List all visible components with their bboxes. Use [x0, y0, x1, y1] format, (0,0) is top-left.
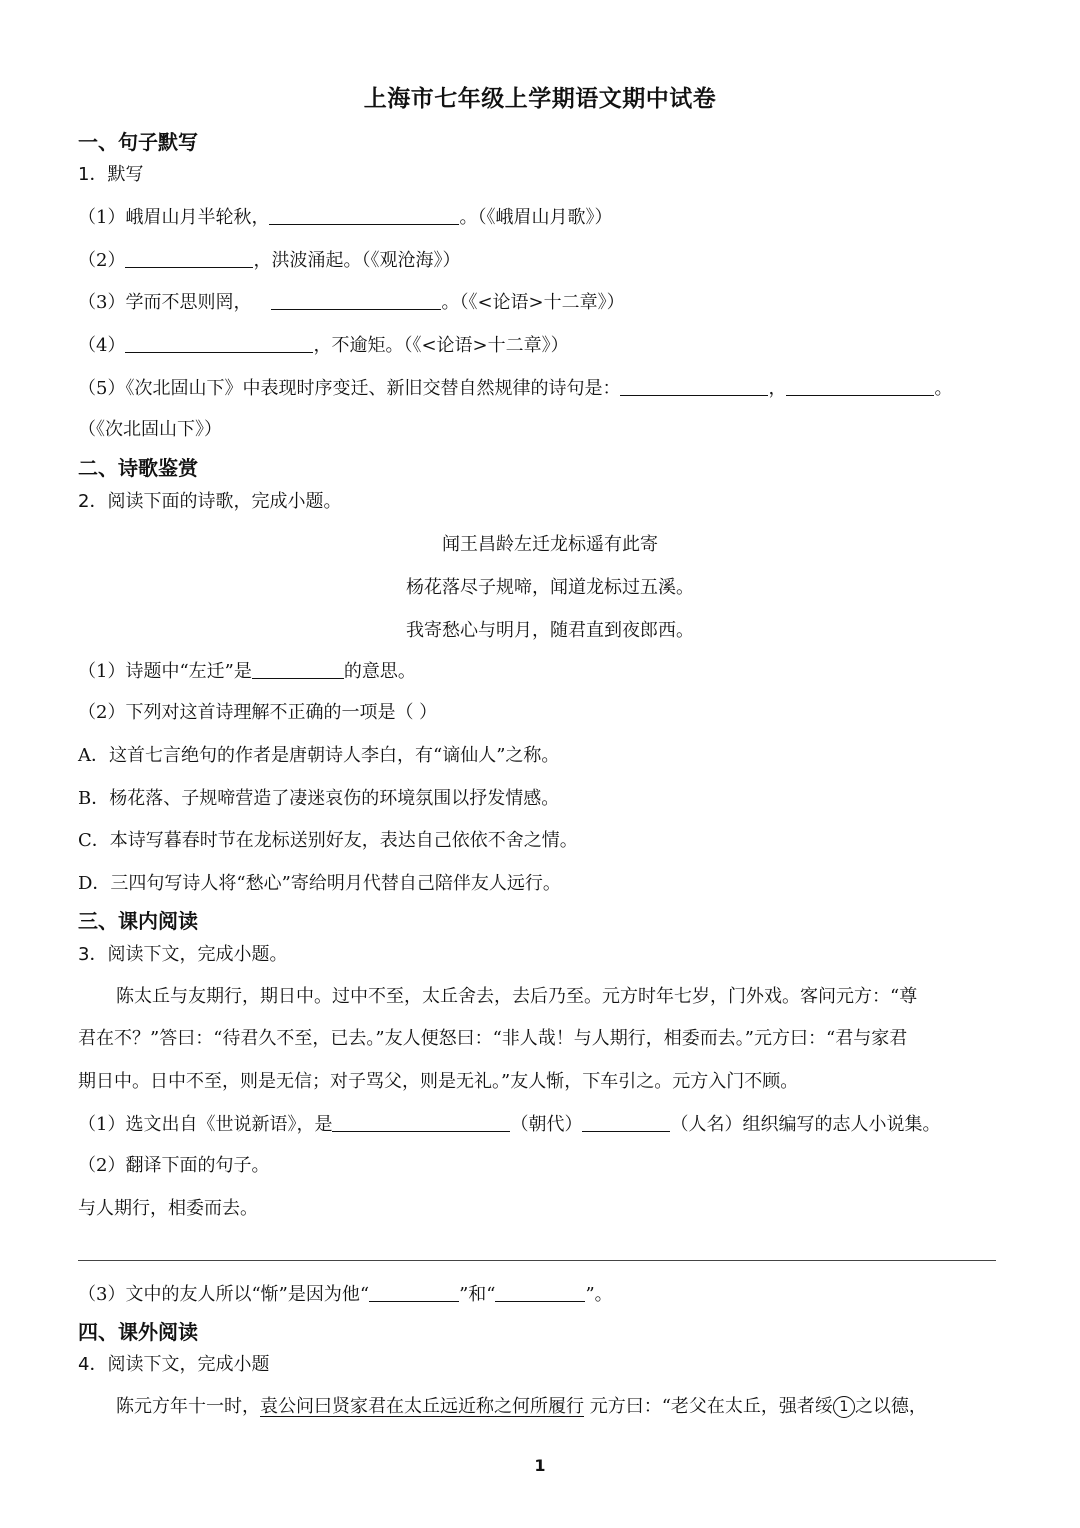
item-text: ”和“: [459, 1284, 496, 1305]
q1-item-2: [78, 247, 460, 274]
q1-item-1: [78, 204, 612, 231]
item-text: 元方曰：“老父在太丘，强者绥: [584, 1396, 833, 1417]
option-a[interactable]: A．这首七言绝句的作者是唐朝诗人李白，有“谪仙人”之称。: [78, 745, 560, 766]
q1-item-3: [78, 289, 625, 316]
passage-line-3: 期日中。日中不至，则是无信；对子骂父，则是无礼。”友人惭，下车引之。元方入门不顾。: [78, 1071, 799, 1092]
passage-line-2: 君在不？”答曰：“待君久不至，已去。”友人便怒曰：“非人哉！与人期行，相委而去。”元方曰：“君与家君: [78, 1028, 908, 1049]
section-heading-3: 三、课内阅读: [78, 909, 198, 933]
item-text: ，不逾矩。（《<论语>十二章》）: [313, 335, 569, 356]
option-d[interactable]: D．三四句写诗人将“愁心”寄给明月代替自己陪伴友人远行。: [78, 873, 561, 894]
item-text: 陈元方年十一时，: [116, 1396, 260, 1417]
item-text: 之以德，: [854, 1396, 927, 1417]
q2-sub-1: [78, 658, 416, 685]
passage-4-line-1: [116, 1394, 927, 1420]
item-text: （朝代）: [510, 1114, 583, 1135]
item-text: ，: [768, 378, 787, 399]
option-b[interactable]: B．杨花落、子规啼营造了凄迷哀伤的环境氛围以抒发情感。: [78, 788, 560, 809]
section-heading-2: 二、诗歌鉴赏: [78, 456, 198, 480]
question-label: 默写: [107, 164, 144, 185]
answer-blank[interactable]: [269, 204, 459, 225]
answer-blank[interactable]: [332, 1111, 510, 1132]
answer-blank[interactable]: [369, 1281, 459, 1302]
answer-blank[interactable]: [786, 375, 934, 396]
underlined-sentence: 袁公问曰贤家君在太丘远近称之何所履行: [260, 1396, 584, 1417]
passage-line-1: 陈太丘与友期行，期日中。过中不至，太丘舍去，去后乃至。元方时年七岁，门外戏。客问元方：“尊: [116, 986, 918, 1007]
section-heading-1: 一、句子默写: [78, 130, 198, 154]
poem-line-2: 我寄愁心与明月，随君直到夜郎西。: [406, 620, 694, 641]
item-text: 。: [934, 378, 953, 399]
page-title: 上海市七年级上学期语文期中试卷: [363, 86, 717, 112]
item-text: ，洪波涌起。（《观沧海》）: [253, 250, 461, 271]
option-c[interactable]: C．本诗写暮春时节在龙标送别好友，表达自己依依不舍之情。: [78, 830, 578, 851]
q3-sub-2: （2）翻译下面的句子。: [78, 1155, 270, 1176]
question-number: 1．: [78, 164, 108, 185]
question-4-heading: [78, 1352, 269, 1378]
question-number: 3．: [78, 944, 108, 965]
item-text: （5）《次北固山下》中表现时序变迁、新旧交替自然规律的诗句是：: [78, 378, 621, 399]
footnote-marker: 1: [833, 1396, 855, 1418]
item-text: （1）诗题中“左迁”是: [78, 661, 252, 682]
answer-blank[interactable]: [252, 658, 344, 679]
page-number: 1: [534, 1456, 546, 1475]
item-text: （1）选文出自《世说新语》，是: [78, 1114, 333, 1135]
question-label: 阅读下面的诗歌，完成小题。: [107, 491, 342, 512]
item-text: （1）峨眉山月半轮秋，: [78, 207, 270, 228]
item-text: （4）: [78, 335, 126, 356]
item-text: （人名）组织编写的志人小说集。: [670, 1114, 941, 1135]
item-text: 。（《<论语>十二章》）: [441, 292, 625, 313]
poem-title: 闻王昌龄左迁龙标遥有此寄: [442, 534, 658, 555]
q3-sub-3: [78, 1281, 613, 1308]
poem-line-1: 杨花落尽子规啼，闻道龙标过五溪。: [406, 577, 694, 598]
question-number: 4．: [78, 1354, 108, 1375]
q1-item-4: [78, 332, 569, 359]
item-text: （3）文中的友人所以“惭”是因为他“: [78, 1284, 370, 1305]
question-1-heading: [78, 162, 143, 188]
answer-blank[interactable]: [271, 289, 441, 310]
item-text: （3）学而不思则罔，: [78, 292, 252, 313]
question-label: 阅读下文，完成小题: [107, 1354, 270, 1375]
question-label: 阅读下文，完成小题。: [107, 944, 288, 965]
q1-item-5: [78, 375, 952, 402]
item-text: ”。: [585, 1284, 613, 1305]
answer-blank[interactable]: [125, 332, 313, 353]
answer-blank[interactable]: [620, 375, 768, 396]
item-text: 的意思。: [343, 661, 416, 682]
answer-blank[interactable]: [125, 247, 253, 268]
item-text: （2）: [78, 250, 126, 271]
question-2-heading: [78, 489, 341, 515]
q2-sub-2: （2）下列对这首诗理解不正确的一项是（ ）: [78, 702, 438, 723]
question-3-heading: [78, 942, 287, 968]
q1-item-5-source: （《次北固山下》）: [78, 419, 222, 440]
answer-blank[interactable]: [582, 1111, 670, 1132]
answer-blank[interactable]: [495, 1281, 585, 1302]
answer-line[interactable]: [78, 1260, 996, 1261]
section-heading-4: 四、课外阅读: [78, 1320, 198, 1344]
question-number: 2．: [78, 491, 108, 512]
q3-sub-2-sentence: 与人期行，相委而去。: [78, 1198, 258, 1219]
q3-sub-1: [78, 1111, 940, 1138]
item-text: 。（《峨眉山月歌》）: [459, 207, 613, 228]
